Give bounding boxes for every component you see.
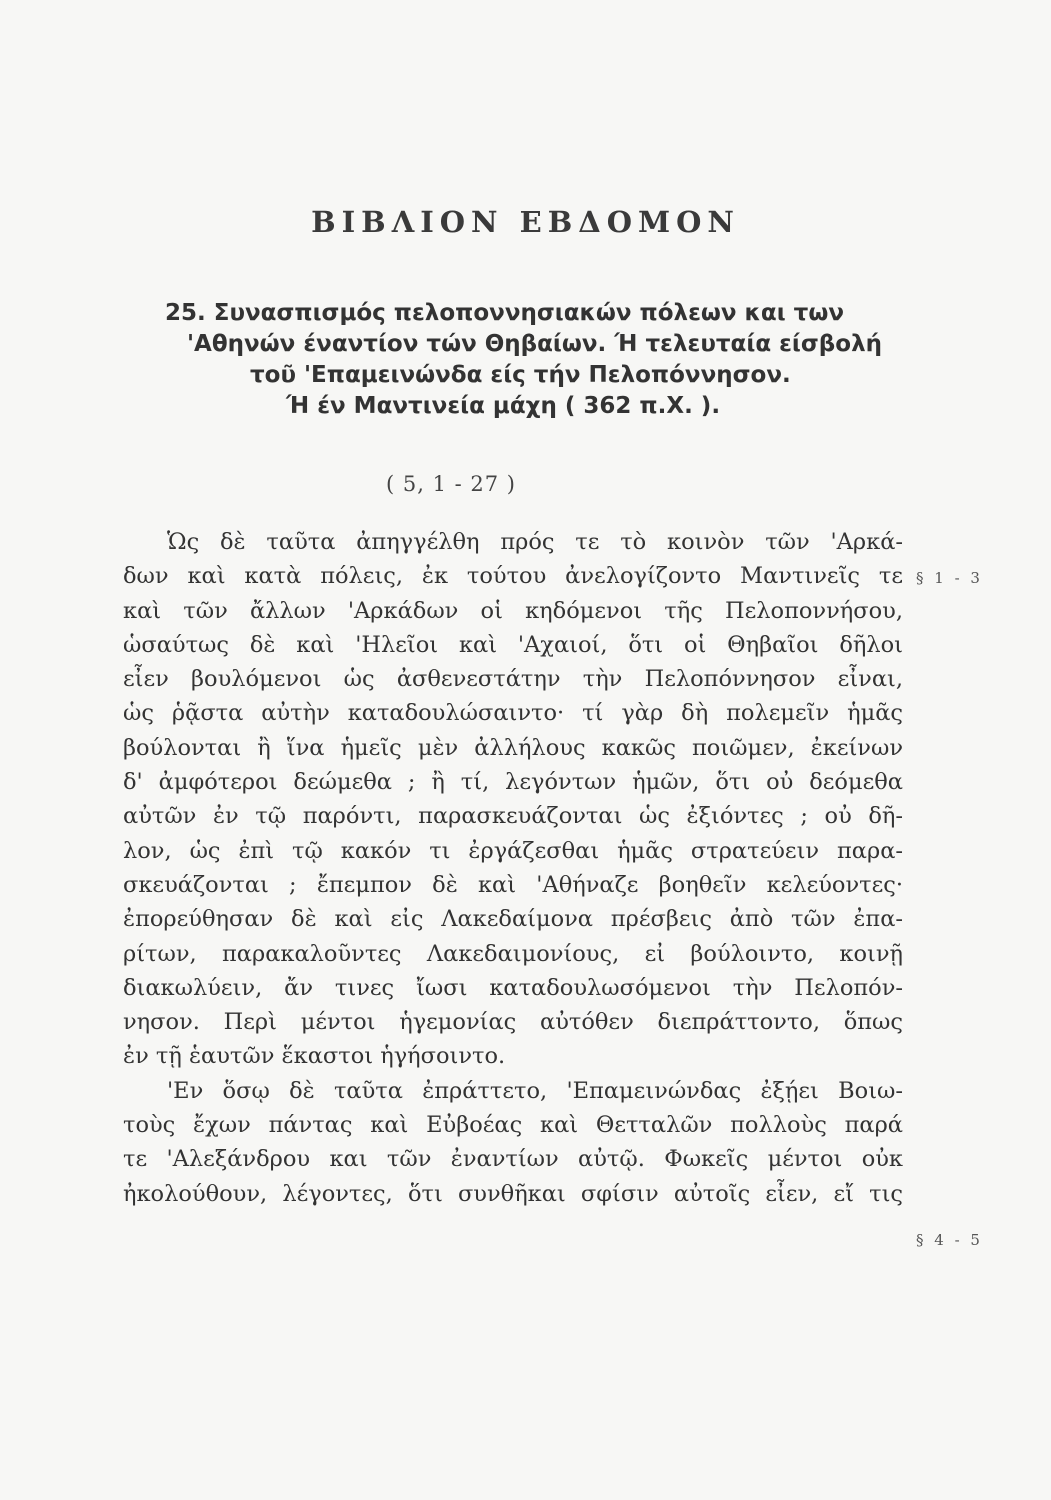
- text-line: ἐπορεύθησαν δὲ καὶ εἰς Λακεδαίμονα πρέσβεις ἀπὸ τῶν ἐπα-: [123, 906, 903, 933]
- running-title: ΒΙΒΛΙΟΝ ΕΒΔΟΜΟΝ: [311, 205, 740, 239]
- margin-section-note: § 4 - 5: [916, 1231, 983, 1249]
- text-line: δων καὶ κατὰ πόλεις, ἐκ τούτου ἀνελογίζοντο Μαντινεῖς τε: [123, 563, 903, 590]
- chapter-heading: [0, 298, 1051, 422]
- text-line: διακωλύειν, ἄν τινες ἴωσι καταδουλωσόμενοι τὴν Πελοπόν-: [123, 974, 903, 1001]
- text-line: καὶ τῶν ἄλλων 'Αρκάδων οἱ κηδόμενοι τῆς Πελοποννήσου,: [123, 597, 903, 624]
- text-line: εἶεν βουλόμενοι ὡς ἀσθενεστάτην τὴν Πελοπόννησον εἶναι,: [123, 666, 903, 693]
- text-line: νησον. Περὶ μέντοι ἡγεμονίας αὐτόθεν διεπράττοντο, ὅπως: [123, 1009, 903, 1036]
- text-line: σκευάζονται ; ἔπεμπον δὲ καὶ 'Αθήναζε βοηθεῖν κελεύοντες·: [123, 871, 903, 898]
- text-line: λον, ὡς ἐπὶ τῷ κακόν τι ἐργάζεσθαι ἡμᾶς στρατεύειν παρα-: [123, 837, 903, 864]
- chapter-heading-line: 25. Συνασπισμός πελοποννησιακών πόλεων και των: [165, 300, 845, 326]
- chapter-heading-line: τοῦ 'Επαμεινώνδα είς τήν Πελοπόννησον.: [250, 362, 791, 388]
- text-line: ὡς ῥᾷστα αὐτὴν καταδουλώσαιντο· τί γὰρ δὴ πολεμεῖν ἡμᾶς: [123, 700, 903, 727]
- text-line: ἠκολούθουν, λέγοντες, ὅτι συνθῆκαι σφίσιν αὐτοῖς εἶεν, εἴ τις: [123, 1180, 903, 1207]
- text-line: δ' ἀμφότεροι δεώμεθα ; ἢ τί, λεγόντων ἡμῶν, ὅτι οὐ δεόμεθα: [123, 769, 903, 796]
- text-line: Ὡς δὲ ταῦτα ἀπηγγέλθη πρός τε τὸ κοινὸν τῶν 'Αρκά-: [167, 529, 903, 555]
- text-line: ἐν τῇ ἑαυτῶν ἕκαστοι ἡγήσοιντο.: [123, 1043, 506, 1070]
- chapter-reference: ( 5, 1 - 27 ): [386, 472, 516, 496]
- text-line: τε 'Αλεξάνδρου και τῶν ἐναντίων αὐτῷ. Φωκεῖς μέντοι οὐκ: [123, 1146, 903, 1173]
- text-line: τοὺς ἔχων πάντας καὶ Εὐβοέας καὶ Θετταλῶν πολλοὺς παρά: [123, 1112, 903, 1139]
- chapter-heading-line: 'Αθηνών έναντίον τών Θηβαίων. Ή τελευταία είσβολή: [187, 331, 882, 357]
- chapter-heading-line: Ή έν Μαντινεία μάχη ( 362 π.Χ. ).: [286, 393, 721, 419]
- body-text: [123, 525, 903, 1211]
- text-line: αὐτῶν ἐν τῷ παρόντι, παρασκευάζονται ὡς ἐξιόντες ; οὐ δῆ-: [123, 803, 903, 830]
- text-line: ὡσαύτως δὲ καὶ 'Ηλεῖοι καὶ 'Αχαιοί, ὅτι οἱ Θηβαῖοι δῆλοι: [123, 631, 903, 658]
- text-line: 'Εν ὅσῳ δὲ ταῦτα ἐπράττετο, 'Επαμεινώνδας ἐξῄει Βοιω-: [167, 1077, 903, 1104]
- margin-section-note: § 1 - 3: [916, 569, 983, 587]
- text-line: ρίτων, παρακαλοῦντες Λακεδαιμονίους, εἰ βούλοιντο, κοινῇ: [123, 940, 903, 967]
- text-line: βούλονται ἢ ἵνα ἡμεῖς μὲν ἀλλήλους κακῶς ποιῶμεν, ἐκείνων: [123, 734, 903, 761]
